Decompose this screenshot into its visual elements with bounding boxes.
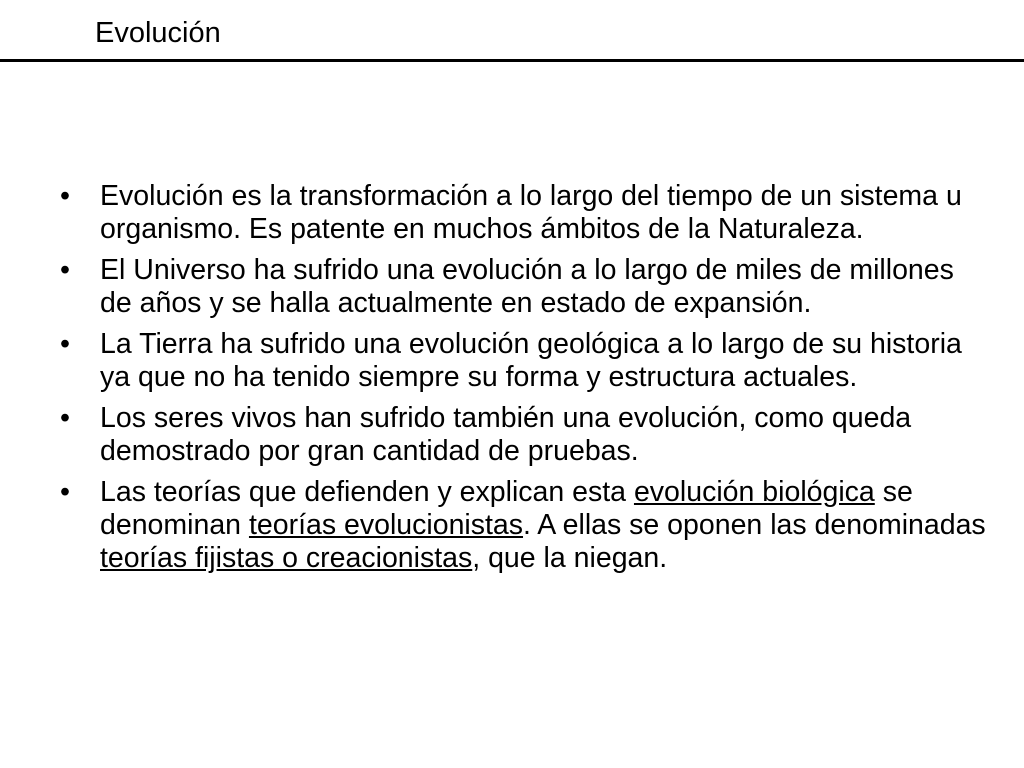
title-divider: [0, 59, 1024, 62]
slide-title: Evolución: [95, 17, 221, 49]
bullet-item: [60, 402, 990, 468]
bullet-icon: •: [60, 402, 70, 434]
bullet-item: [60, 180, 990, 246]
bullet-text-segment: Las teorías que defienden y explican esta: [100, 476, 634, 508]
bullet-list: [60, 180, 990, 583]
bullet-text: Evolución es la transformación a lo largo del tiempo de un sistema u organismo. Es patente en muchos ámbitos de la Naturaleza.: [100, 180, 962, 245]
bullet-icon: •: [60, 180, 70, 212]
bullet-item: [60, 254, 990, 320]
bullet-text-segment: . A ellas se oponen las denominadas: [523, 509, 986, 541]
link-teorias-fijistas[interactable]: teorías fijistas o creacionistas: [100, 542, 473, 574]
bullet-item: [60, 328, 990, 394]
link-evolucion-biologica[interactable]: evolución biológica: [633, 476, 875, 508]
link-teorias-evolucionistas[interactable]: teorías evolucionistas: [248, 509, 524, 541]
bullet-text: Los seres vivos han sufrido también una evolución, como queda demostrado por gran cantidad de pruebas.: [100, 402, 912, 467]
bullet-text-segment: , que la niegan.: [472, 542, 668, 574]
bullet-icon: •: [60, 476, 70, 508]
bullet-icon: •: [60, 254, 70, 286]
bullet-item: [60, 476, 990, 575]
bullet-text: La Tierra ha sufrido una evolución geológica a lo largo de su historia ya que no ha tenido siempre su forma y estructura actuales.: [100, 328, 962, 393]
bullet-text: [100, 476, 986, 574]
bullet-text: El Universo ha sufrido una evolución a lo largo de miles de millones de años y se halla actualmente en estado de expansión.: [100, 254, 954, 319]
bullet-text-segment: se denominan: [100, 476, 913, 541]
bullet-icon: •: [60, 328, 70, 360]
